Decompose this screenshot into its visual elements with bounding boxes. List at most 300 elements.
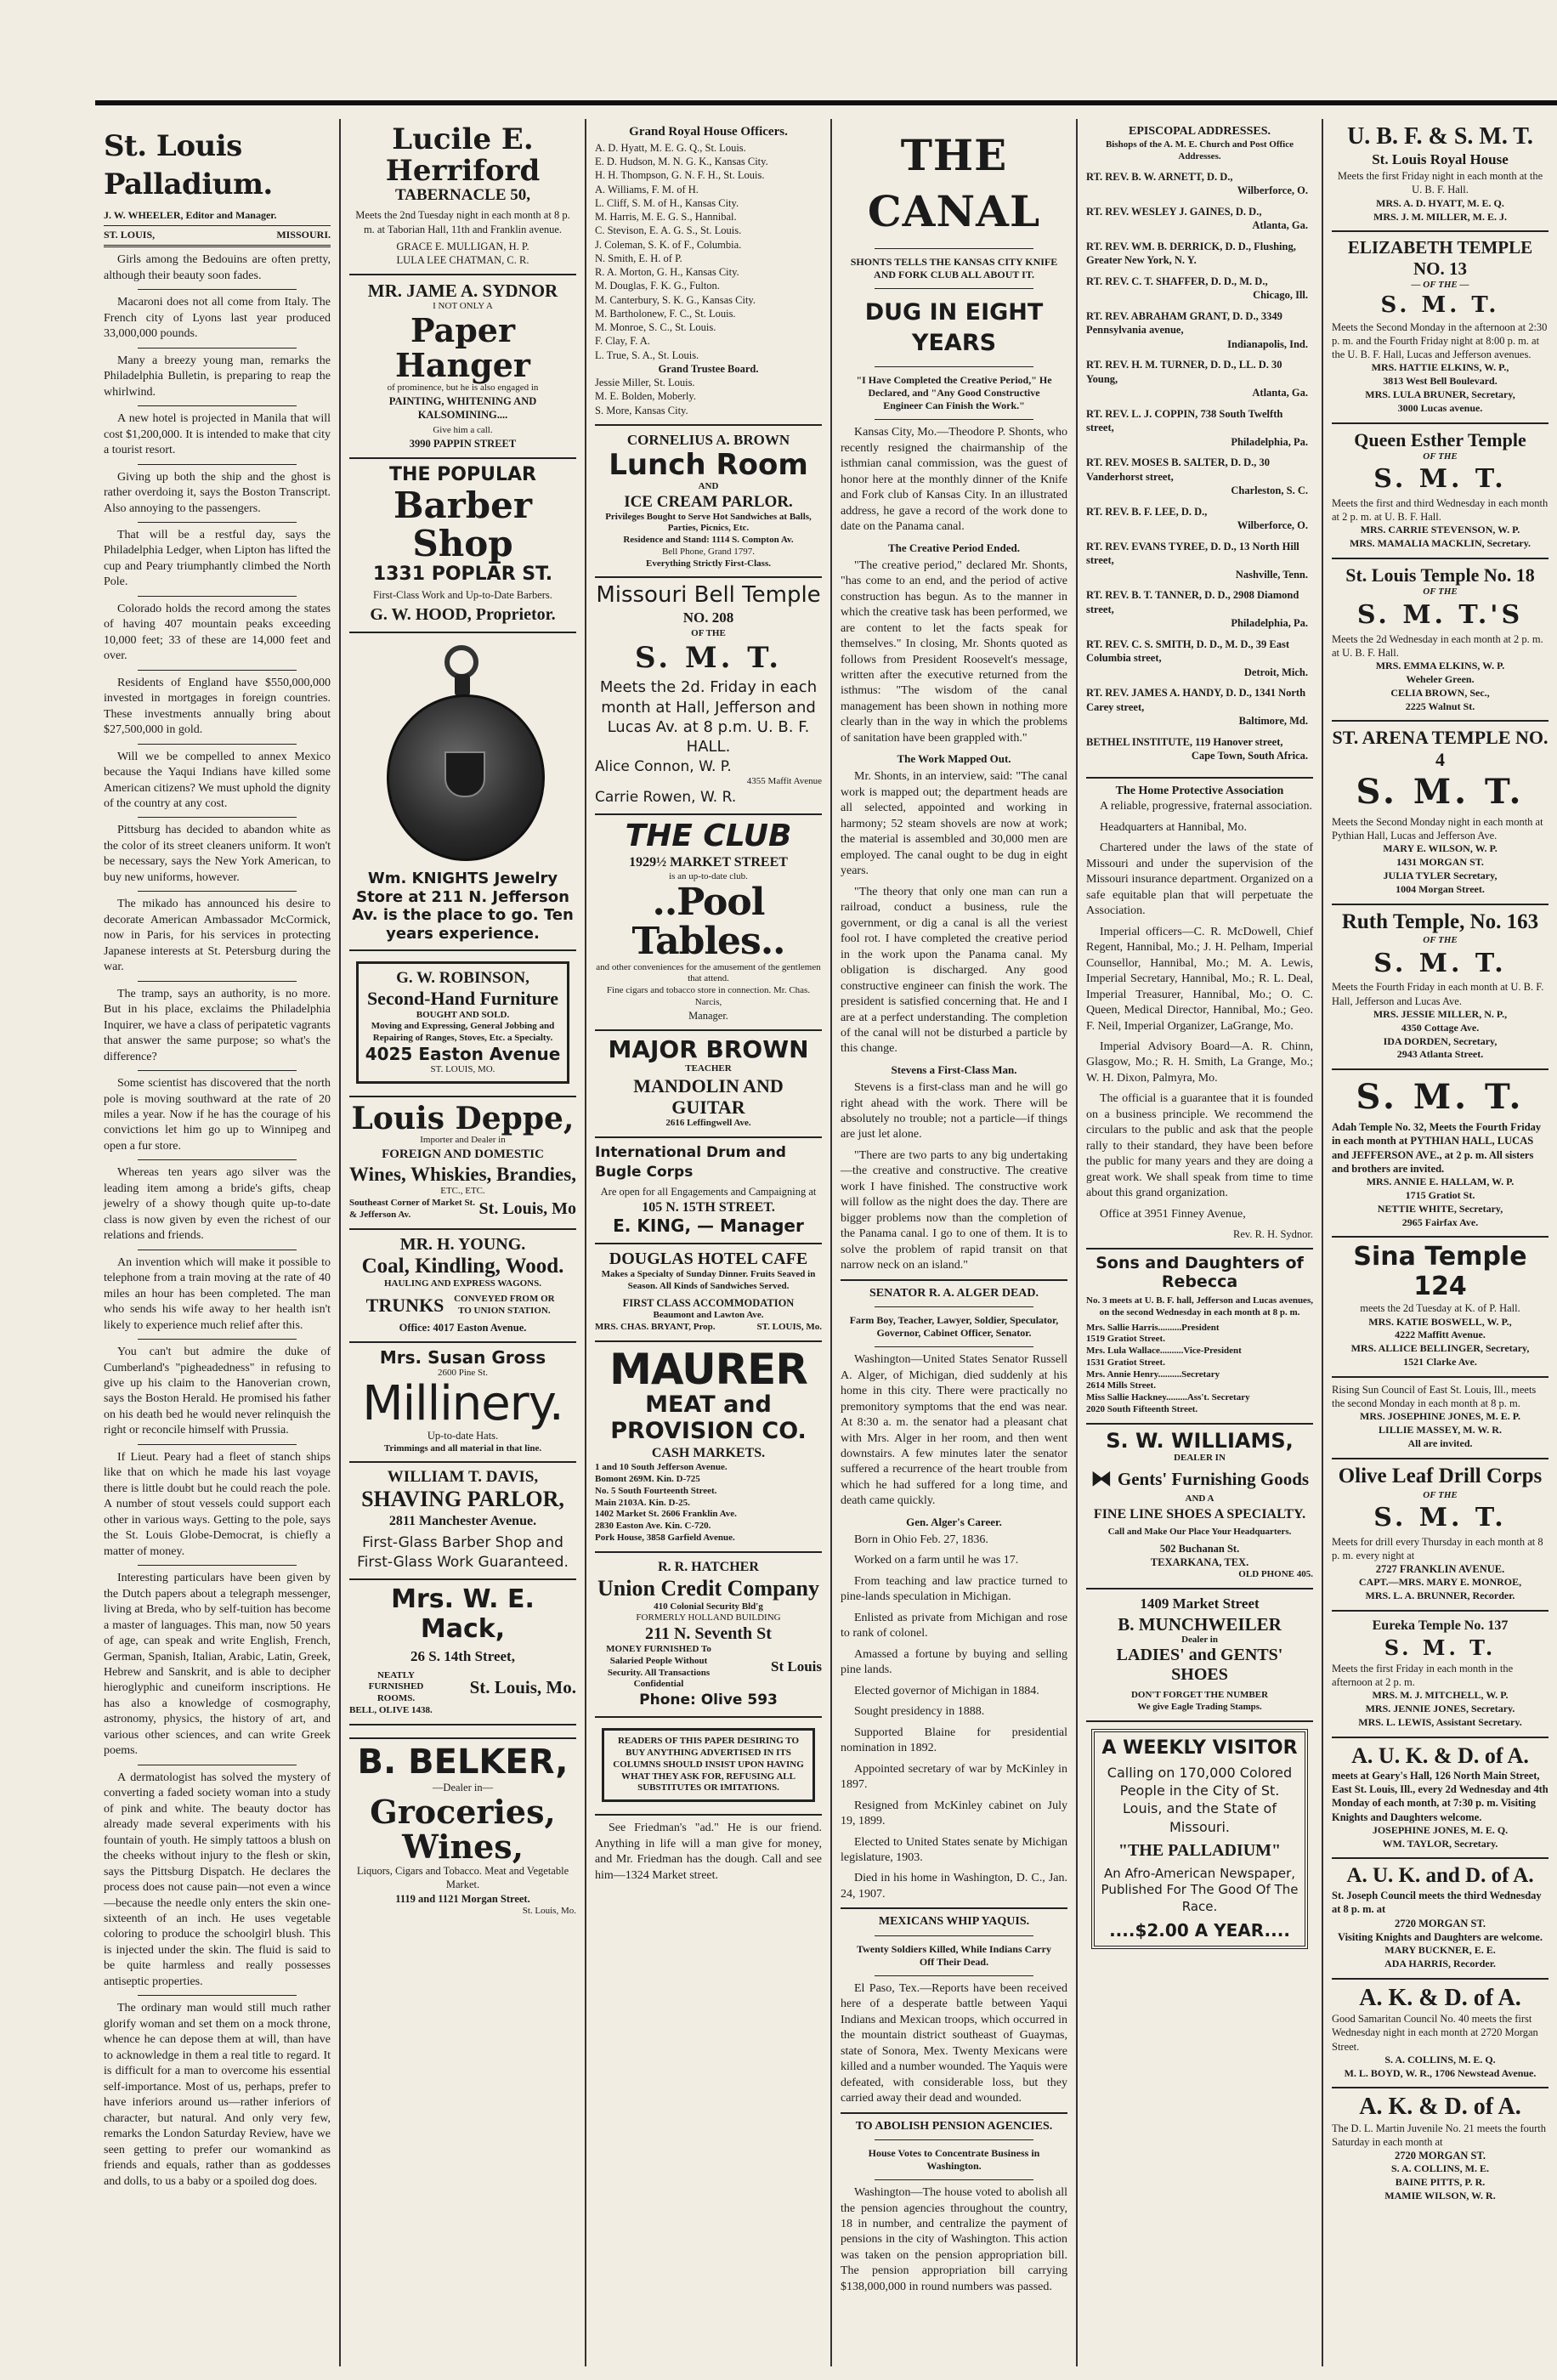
ad-footer — [595, 1322, 822, 1334]
officer-list — [1332, 197, 1549, 224]
ad-address: 2811 Manchester Avenue. — [388, 1514, 537, 1529]
divider — [875, 288, 1033, 289]
ad-city: St. Louis, Mo — [478, 1199, 576, 1219]
article-paragraph: Washington—The house voted to abolish all the pension agencies throughout the country, 18 in number, and centralize the payment of pensions in the city of Washington. This action was taken on the pension appropriation bill. The pension appropriation bill carrying $138,000,000 in round numbers was passed. — [841, 2186, 1067, 2293]
ad-headline: Gents' Furnishing Goods — [1117, 1469, 1310, 1490]
article-paragraph: Stevens is a first-class man and he will go right ahead with the work. There will be absolutely no trouble; not a particle—if things are just let alone. — [841, 1081, 1067, 1142]
ad-footer — [349, 1198, 576, 1221]
friedman-notice — [595, 1816, 822, 1884]
bishop-address: Indianapolis, Ind. — [1227, 337, 1308, 350]
officer-line: LILLIE MASSEY, M. W. R. — [1379, 1424, 1502, 1436]
lodge-title: U. B. F. & S. M. T. — [1347, 123, 1533, 150]
lodge-title: Ruth Temple, No. 163 — [1341, 910, 1539, 933]
officer-line: ADA HARRIS, Recorder. — [1384, 1958, 1496, 1970]
bishop-entry — [1086, 205, 1313, 233]
ad-body: and other conveniences for the amusement of the gentlemen that attend. — [596, 961, 821, 984]
officer-line: MRS. L. A. BRUNNER, Recorder. — [1365, 1590, 1515, 1602]
bishop-address: Philadelphia, Pa. — [1231, 617, 1308, 630]
lodge-smt: S. M. T. — [1380, 292, 1500, 319]
divider — [875, 1346, 1033, 1347]
ad-headline: MEAT and PROVISION CO. — [610, 1391, 807, 1445]
bishop-entry — [1086, 540, 1313, 582]
bishop-entry — [1086, 240, 1313, 268]
article-paragraph: Enlisted as private from Michigan and rose to rank of colonel. — [841, 1611, 1067, 1640]
ad-address: 502 Buchanan St. — [1159, 1542, 1240, 1555]
officer-line: JULIA TYLER Secretary, — [1383, 869, 1498, 881]
ad-line: FOREIGN AND DOMESTIC — [382, 1148, 544, 1162]
lodge-ofthe: — OF THE — — [1411, 279, 1469, 290]
ad-trunks-label: TRUNKS — [365, 1295, 444, 1317]
ad-address: 26 S. 14th Street, — [410, 1648, 515, 1665]
trustee-line: M. E. Bolden, Moberly. — [595, 390, 696, 403]
divider — [138, 1159, 297, 1160]
officer-list — [1332, 1008, 1549, 1062]
officer-list — [1332, 1576, 1549, 1603]
officer-line: MRS. EMMA ELKINS, W. P. — [1375, 660, 1505, 672]
editorial-paragraph: If Lieut. Peary had a fleet of stanch ships like that on which he made his last voyage there is little doubt but he could reach the pole. A number of stout vessels could support each other in various ways. Getting to the pole, says the St. Louis Globe-Democrat, is chiefly a matter of money. — [104, 1450, 331, 1558]
editorial-paragraphs — [104, 252, 331, 2190]
officer-line: All are invited. — [1407, 1437, 1473, 1450]
ad-title: THE CLUB — [625, 819, 792, 854]
editorial-paragraph: The mikado has announced his desire to decorate American Ambassador McCormick, now in Paris, for his services in protecting Japanese interests at St. Petersburg during the war. — [104, 898, 331, 974]
bishop-name: RT. REV. B. T. TANNER, D. D., 2908 Diamond street, — [1086, 589, 1299, 615]
trustee-title: Grand Trustee Board. — [658, 362, 759, 375]
ad-title: A WEEKLY VISITOR — [1101, 1737, 1298, 1759]
column-6 — [1323, 119, 1557, 2366]
officer-line: L. True, S. A., St. Louis. — [595, 348, 699, 361]
ad-title: B. BELKER, — [357, 1742, 569, 1782]
ad-city: ST. LOUIS, MO. — [430, 1063, 495, 1074]
article-body — [841, 1352, 1067, 1510]
article-body — [841, 769, 1067, 1057]
lodge-body: Meets the 2d. Friday in each month at Hall, Jefferson and Lucas Av. at 8 p.m. U. B. F. HALL. — [599, 678, 818, 756]
article-headline: TO ABOLISH PENSION AGENCIES. — [855, 2119, 1053, 2133]
officer-line: MRS. MAMALIA MACKLIN, Secretary. — [1349, 537, 1532, 550]
ad-address: 3990 PAPPIN STREET — [409, 438, 517, 450]
ad-address-note: FORMERLY HOLLAND BUILDING — [636, 1612, 781, 1624]
officer-line: MRS. M. J. MITCHELL, W. P. — [1372, 1689, 1509, 1702]
divider — [841, 1907, 1067, 1909]
lodge-address: 2720 MORGAN ST. — [1394, 1917, 1486, 1930]
officer-line: MARY E. WILSON, W. P. — [1383, 842, 1498, 855]
officer-list — [1332, 361, 1549, 415]
officer-list — [1332, 2054, 1549, 2081]
pocket-watch-icon — [378, 645, 548, 866]
ad-phone: BELL, OLIVE 1438. — [349, 1704, 433, 1715]
lodge-auk-2 — [1332, 1859, 1549, 1979]
divider — [875, 2179, 1033, 2180]
ad-title: MAURER — [609, 1344, 807, 1394]
article-deck: House Votes to Concentrate Business in Washington. — [868, 2147, 1040, 2173]
section-sub: Bishops of the A. M. E. Church and Post Office Addresses. — [1105, 139, 1294, 162]
ad-line-2: We give Eagle Trading Stamps. — [1137, 1702, 1262, 1713]
lodge-address: 2727 FRANKLIN AVENUE. — [1375, 1563, 1505, 1576]
section-body: No. 3 meets at U. B. F. hall, Jefferson and Lucas avenues, on the second Wednesday in each month at 8 p. m. — [1086, 1295, 1313, 1318]
ad-sub: BOUGHT AND SOLD. — [416, 1009, 510, 1020]
divider — [138, 289, 297, 290]
ad-address: 4025 Easton Avenue — [365, 1043, 561, 1064]
bishop-address: Nashville, Tenn. — [1235, 568, 1308, 581]
article-subheadline: DUG IN EIGHT YEARS — [864, 299, 1044, 356]
officer-line: M. L. BOYD, W. R., 1706 Newstead Avenue. — [1344, 2066, 1537, 2079]
editorial-paragraph: Girls among the Bedouins are often pretty, although their beauty soon fades. — [104, 253, 331, 282]
ad-brown-lunch — [595, 426, 822, 579]
ad-missouri-bell — [595, 578, 822, 815]
ad-phone: OLD PHONE 405. — [1238, 1569, 1313, 1580]
officer-line: E. D. Hudson, M. N. G. K., Kansas City. — [595, 156, 768, 168]
lodge-smt: S. M. T. — [1356, 1077, 1525, 1118]
ad-sub: ICE CREAM PARLOR. — [624, 492, 793, 511]
ad-body: First-Class Work and Up-to-Date Barbers. — [373, 588, 552, 601]
lodge-body: Meets the Fourth Friday in each month at U. B. F. Hall, Jefferson and Lucas Ave. — [1332, 981, 1544, 1007]
ad-desc: An Afro-American Newspaper, Published For The Good Of The Race. — [1101, 1865, 1299, 1915]
lodge-body: Good Samaritan Council No. 40 meets the first Wednesday night in each month at 2720 Morgan Street. — [1332, 2013, 1538, 2053]
ad-trade: PAINTING, WHITENING AND KALSOMINING.... — [388, 394, 537, 422]
dateline — [104, 226, 331, 248]
section-paragraph: Headquarters at Hannibal, Mo. — [1100, 820, 1247, 834]
bishop-name: RT. REV. H. M. TURNER, D. D., LL. D. 30 Young, — [1086, 359, 1282, 385]
officer-line: Mrs. Sallie Harris..........President — [1086, 1322, 1220, 1333]
ad-accommodation: FIRST CLASS ACCOMMODATION — [622, 1296, 795, 1309]
bishop-address: Baltimore, Md. — [1238, 715, 1308, 728]
column-1 — [95, 119, 341, 2366]
editorial-paragraph: Residents of England have $550,000,000 invested in mortgages in foreign countries. These investments annually bring about $27,500,000 in gold. — [104, 676, 331, 737]
officer-line: MRS. J. M. MILLER, M. E. J. — [1373, 210, 1507, 223]
ad-sub: HAULING AND EXPRESS WAGONS. — [383, 1278, 541, 1289]
ad-title: G. W. ROBINSON, — [396, 969, 529, 988]
bishop-address: Wilberforce, O. — [1237, 184, 1308, 197]
readers-notice — [595, 1718, 822, 1816]
officer-line: M. Bartholonew, F. C., St. Louis. — [595, 307, 736, 320]
ad-body: MONEY FURNISHED To Salaried People Without Security. All Transactions Confidential — [606, 1644, 711, 1690]
ad-title: DOUGLAS HOTEL CAFE — [609, 1250, 808, 1269]
divider — [138, 464, 297, 465]
ad-sub: DEALER IN — [1174, 1453, 1226, 1464]
article-deck: Twenty Soldiers Killed, While Indians Carry Off Their Dead. — [857, 1942, 1051, 1968]
episcopal-addresses — [1086, 119, 1313, 779]
newspaper-page — [95, 100, 1557, 2366]
ad-body: Calling on 170,000 Colored People in the City of St. Louis, and the State of Missouri. — [1107, 1765, 1293, 1835]
lodge-akd-1 — [1332, 1980, 1549, 2089]
ad-body: Liquors, Cigars and Tobacco. Meat and Vegetable Market. — [356, 1865, 569, 1891]
officer-list — [1332, 1410, 1549, 1450]
officer-line: MRS. HATTIE ELKINS, W. P., — [1371, 361, 1509, 374]
section-paragraph: Imperial officers—C. R. McDowell, Chief Regent, Hannibal, Mo.; J. H. Pelham, Imperial Counsellor, Hannibal, Mo.; M. A. Lewis, Imperial Secretary, Hannibal, Mo.; R. L. Deal, Imperial Treasurer, Hannibal, Mo.; O. C. Queen, Medical Director, Hannibal, Mo.; Geo. F. Neil, Imperial Organizer, LaGrange, Mo. — [1086, 925, 1313, 1033]
lodge-stl — [1332, 559, 1549, 722]
officer-line: M. Douglas, F. K. G., Fulton. — [595, 280, 720, 292]
ad-barber-shop — [349, 459, 576, 633]
editorial-paragraph: That will be a restful day, says the Philadelphia Ledger, when Lipton has lifted the cup and Peary triumphantly climbed the North Pole. — [104, 528, 331, 589]
address-line: Pork House, 3858 Garfield Avenue. — [595, 1532, 735, 1543]
bishop-name: RT. REV. WESLEY J. GAINES, D. D., — [1086, 205, 1262, 218]
lodge-title: Eureka Temple No. 137 — [1372, 1618, 1509, 1634]
article-subhead: Stevens a First-Class Man. — [891, 1062, 1017, 1076]
ad-address: 1409 Market Street — [1140, 1595, 1260, 1612]
ad-line: I NOT ONLY A — [433, 301, 493, 312]
lodge-body: Adah Temple No. 32, Meets the Fourth Friday in each month at PYTHIAN HALL, LUCAS and JEFFERSON AVE., at 2 p. m. All sisters and brothers are invited. — [1332, 1121, 1542, 1175]
section-title: Sons and Daughters of Rebecca — [1096, 1254, 1304, 1292]
lodge-body: Meets the 2d Wednesday in each month at 2 p. m. at U. B. F. Hall. — [1332, 632, 1543, 659]
divider — [138, 891, 297, 892]
address-line: 1402 Market St. 2606 Franklin Ave. — [595, 1509, 737, 1520]
divider — [875, 1975, 1033, 1976]
lodge-adah — [1332, 1070, 1549, 1238]
lodge-title: Queen Esther Temple — [1354, 428, 1526, 450]
editorial-paragraph: Macaroni does not all come from Italy. The French city of Lyons last year produced 33,000,000 pounds. — [104, 296, 331, 341]
ad-title: MR. JAME A. SYDNOR — [367, 280, 558, 302]
divider — [841, 1279, 1067, 1281]
article-paragraph: Supported Blaine for presidential nomination in 1892. — [841, 1726, 1067, 1755]
officer-line: 2965 Fairfax Ave. — [1401, 1216, 1479, 1228]
divider — [138, 522, 297, 523]
officer-line: MRS. A. D. HYATT, M. E. Q. — [1376, 196, 1504, 209]
bishop-entry — [1086, 309, 1313, 352]
officer-line: CAPT.—MRS. MARY E. MONROE, — [1358, 1576, 1522, 1589]
notice-text: See Friedman's "ad." He is our friend. Anything in life will a man give for money, and Mr. Friedman has the dough. Call and see him—1324 Market street. — [595, 1822, 822, 1882]
ad-proprietor: MRS. CHAS. BRYANT, Prop. — [595, 1321, 716, 1332]
section-paragraph: Office at 3951 Finney Avenue, — [1100, 1207, 1246, 1221]
lodge-address: 2720 MORGAN ST. — [1394, 2150, 1486, 2162]
lodge-ofthe: OF THE — [1423, 935, 1458, 946]
divider — [138, 744, 297, 745]
lodge-body: meets the 2d Tuesday at K. of P. Hall. — [1360, 1302, 1520, 1315]
ad-title: R. R. HATCHER — [658, 1559, 759, 1574]
section-paragraph: Chartered under the laws of the state of Missouri and under the supervision of the Missouri insurance department. Organized on a safe equitable plan that will perpetuate the Association. — [1086, 842, 1313, 918]
bishop-entry — [1086, 505, 1313, 533]
lodge-smt: S. M. T. — [1356, 771, 1525, 812]
article-body — [841, 1533, 1067, 1902]
divider — [138, 1070, 297, 1071]
ad-address: Beaumont and Lawton Ave. — [653, 1310, 764, 1321]
lodge-body: Meets the Second Monday night in each month at Pythian Hall, Lucas and Jefferson Ave. — [1332, 815, 1543, 842]
article-body — [841, 558, 1067, 747]
divider — [875, 1935, 1033, 1936]
ad-headline: Coal, Kindling, Wood. — [361, 1254, 564, 1278]
lodge-body: Meets for drill every Thursday in each month at 8 p. m. every night at — [1332, 1535, 1543, 1561]
lodge-title: A. K. & D. of A. — [1359, 2094, 1521, 2121]
ad-address: 1929½ MARKET STREET — [629, 855, 788, 870]
article-paragraph: From teaching and law practice turned to pine-lands speculation in Michigan. — [841, 1574, 1067, 1604]
article-paragraph: Elected to United States senate by Michigan legislature, 1903. — [841, 1835, 1067, 1864]
bishop-entry — [1086, 275, 1313, 303]
ad-subtitle: TABERNACLE 50, — [394, 186, 531, 205]
lodge-ofthe: OF THE — [1423, 1489, 1458, 1500]
bishop-name: RT. REV. ABRAHAM GRANT, D. D., 3349 Pennsylvania avenue, — [1086, 309, 1282, 337]
ad-city: St. Louis, Mo. — [469, 1677, 576, 1698]
bishop-name: RT. REV. B. F. LEE, D. D., — [1086, 505, 1208, 518]
officer-line: M. Canterbury, S. K. G., Kansas City. — [595, 293, 756, 306]
officer-line: Miss Sallie Hackney.........Ass't. Secretary — [1086, 1392, 1250, 1403]
article-paragraph: Resigned from McKinley cabinet on July 19, 1899. — [841, 1799, 1067, 1828]
officer-list — [1332, 1944, 1549, 1971]
ad-address: 1331 POPLAR ST. — [372, 563, 553, 585]
ad-major-brown — [595, 1031, 822, 1138]
ad-union-credit — [595, 1553, 822, 1719]
ad-headline-row — [1086, 1465, 1313, 1493]
ad-belker — [349, 1737, 576, 1924]
ad-deppe — [349, 1097, 576, 1230]
officer-line: A. D. Hyatt, M. E. G. Q., St. Louis. — [595, 141, 746, 154]
bishop-entry — [1086, 456, 1313, 498]
lodge-title: ST. ARENA TEMPLE NO. 4 — [1332, 727, 1549, 770]
divider — [138, 817, 297, 818]
address-line: Bomont 269M. Kin. D-725 — [595, 1474, 700, 1485]
ad-city: TEXARKANA, TEX. — [1150, 1556, 1249, 1569]
lodge-eureka — [1332, 1612, 1549, 1738]
ad-price: ....$2.00 A YEAR.... — [1109, 1920, 1290, 1941]
ad-title: International Drum and Bugle Corps — [595, 1144, 786, 1181]
sons-daughters-rebecca — [1086, 1250, 1313, 1424]
ad-body: Meets the 2nd Tuesday night in each month at 8 p. m. at Taborian Hall, 11th and Franklin avenue. — [355, 209, 570, 235]
ad-officer: LULA LEE CHATMAN, C. R. — [396, 254, 529, 267]
divider — [138, 1339, 297, 1340]
article-paragraph: Died in his home in Washington, D. C., Jan. 24, 1907. — [841, 1872, 1067, 1901]
officer-line: 4222 Maffitt Avenue. — [1395, 1329, 1486, 1341]
lodge-sina — [1332, 1238, 1549, 1378]
officer-line: 4350 Cottage Ave. — [1401, 1021, 1480, 1034]
ad-herriford — [349, 119, 576, 275]
address-line: 2830 Easton Ave. Kin. C-720. — [595, 1521, 711, 1532]
ad-manager: E. KING, — Manager — [613, 1216, 804, 1237]
lodge-title: A. U. K. and D. of A. — [1346, 1864, 1534, 1888]
royal-house-officers — [595, 119, 822, 426]
article-paragraph: Worked on a farm until he was 17. — [854, 1554, 1019, 1567]
article-deck-2: "I Have Completed the Creative Period," He Declared, and "Any Good Constructive Engineer Can Finish the Work." — [856, 374, 1052, 412]
officer-list — [1332, 524, 1549, 551]
ad-headline: MANDOLIN AND GUITAR — [633, 1074, 784, 1119]
ad-address: 1119 and 1121 Morgan Street. — [395, 1892, 530, 1905]
ad-body: Privileges Bought to Serve Hot Sandwiches at Balls, Parties, Picnics, Etc. — [605, 511, 812, 534]
officer-line: 3813 West Bell Boulevard. — [1383, 375, 1498, 388]
ad-line: DON'T FORGET THE NUMBER — [1130, 1690, 1269, 1701]
lodge-title: St. Louis Temple No. 18 — [1345, 564, 1535, 586]
lodge-ofthe: OF THE — [1423, 586, 1458, 598]
officer-list — [1332, 660, 1549, 713]
officer-line: 1431 MORGAN ST. — [1396, 856, 1484, 869]
lodge-number: NO. 208 — [682, 609, 734, 626]
ad-mack — [349, 1580, 576, 1725]
lodge-line: Visiting Knights and Daughters are welcome. — [1338, 1930, 1543, 1943]
officer-list — [1332, 842, 1549, 896]
article-paragraph: Kansas City, Mo.—Theodore P. Shonts, who recently resigned the chairmanship of the isthmian canal commission, was the guest of honor here at the monthly dinner of the Knife and Fork club of Kansas City. In an illustrated address, he gave a record of the work done to date on the Panama canal. — [841, 426, 1067, 534]
trustee-line: Jessie Miller, St. Louis. — [595, 377, 695, 389]
lodge-auk-1 — [1332, 1738, 1549, 1860]
ad-address: Residence and Stand: 1114 S. Compton Av. — [623, 535, 794, 546]
officer-line: J. Coleman, S. K. of F., Columbia. — [595, 238, 742, 251]
article-paragraph: Appointed secretary of war by McKinley in 1897. — [841, 1762, 1067, 1792]
section-title: The Home Protective Association — [1115, 784, 1284, 797]
ad-title: MR. H. YOUNG. — [399, 1234, 526, 1254]
officer-line: M. Monroe, S. C., St. Louis. — [595, 321, 716, 334]
officer-line: MRS. JESSIE MILLER, N. P., — [1373, 1007, 1508, 1020]
bishop-name: RT. REV. C. T. SHAFFER, D. D., M. D., — [1086, 275, 1268, 287]
lodge-smt: S. M. T. — [1384, 1635, 1497, 1661]
divider — [138, 1995, 297, 1996]
ad-address: Southeast Corner of Market St. & Jefferson Av. — [349, 1198, 475, 1220]
ad-title: Lucile E. Herriford — [385, 122, 541, 188]
officer-line: C. Stevison, E. A. G. S., St. Louis. — [595, 224, 742, 237]
bishop-name: BETHEL INSTITUTE, 119 Hanover street, — [1086, 735, 1283, 748]
ad-address: 410 Colonial Security Bld'g — [654, 1601, 763, 1612]
divider — [875, 1306, 1033, 1307]
officer-list — [1332, 1824, 1549, 1851]
officer-list — [1332, 1689, 1549, 1729]
ad-footer — [595, 1644, 822, 1691]
officer-line: A. Williams, F. M. of H. — [595, 183, 699, 196]
ad-robinson — [349, 951, 576, 1096]
lodge-ubf — [1332, 119, 1549, 232]
editorial-paragraph: The ordinary man would still much rather glorify woman and set them on a mock throne, whence he can depose them at will, than have to acknowledge in them a real title to regard. It is difficult for a man to overcome his essential self-importance. Most of us, perhaps, prefer to have inferiors around us—rather inferiors of character, but natural. And only very few, remarks the London Saturday Review, have we seen getting to prefer our womankind as friends and equals, rather than as goddesses and dolls, to us a baby or a spoiled dog does. — [104, 2002, 331, 2188]
officer-list — [595, 141, 822, 362]
divider — [138, 1565, 297, 1566]
bishop-address: Chicago, Ill. — [1253, 289, 1308, 302]
article-subhead: Gen. Alger's Career. — [906, 1515, 1002, 1528]
bishop-name: RT. REV. JAMES A. HANDY, D. D., 1341 North Carey street, — [1086, 687, 1306, 713]
ad-the-club — [595, 815, 822, 1030]
ad-douglas-cafe — [595, 1244, 822, 1341]
section-body — [1086, 799, 1313, 1222]
ad-box — [356, 961, 569, 1083]
lodge-body: Meets the first and third Wednesday in each month at 2 p. m. at U. B. F. Hall. — [1332, 496, 1549, 524]
ad-sub: Importer and Dealer in — [420, 1135, 506, 1146]
officer-list — [1086, 1323, 1313, 1416]
ad-headline: Groceries, Wines, — [370, 1793, 556, 1867]
section-signature: Rev. R. H. Sydnor. — [1233, 1228, 1313, 1241]
ad-line: Trimmings and all material in that line. — [383, 1442, 542, 1454]
bishop-list — [1086, 170, 1313, 763]
address-line: 1 and 10 South Jefferson Avenue. — [595, 1462, 728, 1473]
article-deck: SHONTS TELLS THE KANSAS CITY KNIFE AND FORK CLUB ALL ABOUT IT. — [850, 256, 1058, 280]
officer-line: 2943 Atlanta Street. — [1396, 1048, 1484, 1061]
divider — [138, 405, 297, 406]
officer-line: 1519 Gratiot Street. — [1086, 1334, 1165, 1345]
lodge-title: Missouri Bell Temple — [596, 582, 821, 609]
ad-title: CORNELIUS A. BROWN — [626, 431, 790, 448]
column-5 — [1078, 119, 1323, 2366]
bishop-address: Wilberforce, O. — [1237, 519, 1308, 532]
ad-line: Everything Strictly First-Class. — [646, 558, 771, 569]
lodge-body: Rising Sun Council of East St. Louis, Ill., meets the second Monday in each month at 8 p. m. — [1332, 1383, 1537, 1410]
article-headline: MEXICANS WHIP YAQUIS. — [878, 1915, 1030, 1929]
ad-body-2: Fine cigars and tobacco store in connection. Mr. Chas. Narcis, — [606, 985, 811, 1007]
ad-sub: Up-to-date Hats. — [427, 1430, 499, 1442]
lodge-officer: Alice Connon, W. P. — [595, 757, 732, 775]
ad-office: Office: 4017 Easton Avenue. — [399, 1321, 527, 1334]
column-2 — [341, 119, 586, 2366]
ad-title: MAJOR BROWN — [608, 1034, 809, 1063]
article-paragraph: Sought presidency in 1888. — [854, 1705, 985, 1719]
bishop-entry — [1086, 686, 1313, 728]
ad-manager: Manager. — [688, 1009, 728, 1022]
officer-line: 2225 Walnut St. — [1405, 700, 1475, 712]
divider — [875, 419, 1033, 420]
ad-sub: —Dealer in— — [432, 1781, 494, 1794]
officer-line: MARY BUCKNER, E. E. — [1384, 1944, 1496, 1957]
lodge-smt: S. M. T. — [1373, 464, 1507, 495]
officer-line: Mrs. Annie Henry..........Secretary — [1086, 1368, 1220, 1380]
bishop-name: RT. REV. B. W. ARNETT, D. D., — [1086, 170, 1233, 183]
ad-headline: "THE PALLADIUM" — [1118, 1840, 1282, 1860]
ad-maurer — [595, 1342, 822, 1553]
article-paragraph: Mr. Shonts, in an interview, said: "The canal work is mapped out; the department heads are all selected, appointed and working in harmony; 52 steam shovels are now at work; the material is assembled and 30,000 men are employed. The canal ought to be dug in eight years. — [841, 770, 1067, 878]
ad-sub: CASH MARKETS. — [651, 1446, 766, 1461]
bishop-address: Philadelphia, Pa. — [1231, 435, 1308, 448]
editorial-paragraph: Will we be compelled to annex Mexico because the Yaqui Indians have killed some American citizens? We must uphold the dignity of the country at any cost. — [104, 750, 331, 810]
ad-title: Mrs. Susan Gross — [379, 1346, 546, 1368]
editorial-paragraph: Interesting particulars have been given by the Dutch papers about a telegraph messenger, living at Breda, who by self-tuition has become a master of languages. This man, now 50 years of age, can speak and write English, French, German, Spanish, Italian, Arabic, Latin, Greek, Hebrew and Sanskrit, and is able to decipher hieroglyphic and cuneiform inscriptions. He has also a knowledge of cosmography, astronomy, physics, the history of art, and various other sciences, and can write Greek poems. — [104, 1572, 331, 1758]
ad-title: S. W. WILLIAMS, — [1106, 1428, 1294, 1453]
lodge-akd-2 — [1332, 2088, 1549, 2209]
